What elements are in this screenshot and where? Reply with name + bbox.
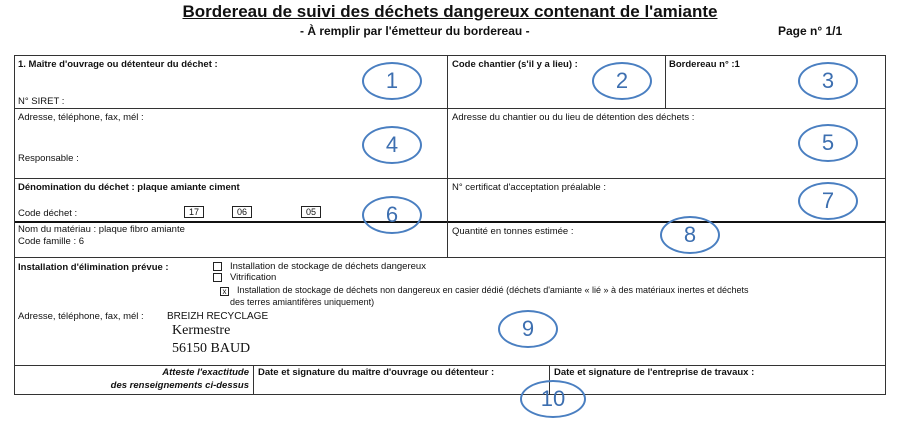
option-non-hazardous-storage: Installation de stockage de déchets non dangereux en casier dédié (déchets d'amiante « lié » à des matériaux inertes et déchets xyxy=(237,285,749,295)
family-code-label: Code famille : 6 xyxy=(18,236,85,247)
option-vitrification: Vitrification xyxy=(230,272,277,283)
attestation-line-1: Atteste l'exactitude xyxy=(162,367,249,378)
attestation-line-2: des renseignements ci-dessus xyxy=(110,380,249,391)
eliminator-contact-label: Adresse, téléphone, fax, mél : xyxy=(18,311,144,322)
callout-1: 1 xyxy=(362,62,422,100)
document-subtitle: - À remplir par l'émetteur du bordereau - xyxy=(300,24,530,38)
eliminator-address-line2: Kermestre xyxy=(172,323,231,338)
waste-denomination-label: Dénomination du déchet : plaque amiante ciment xyxy=(18,182,240,193)
row-divider-2 xyxy=(14,178,886,179)
checkbox-vitrification[interactable] xyxy=(213,273,222,282)
col-divider-main xyxy=(447,55,448,258)
waste-code-label: Code déchet : xyxy=(18,208,78,219)
callout-5: 5 xyxy=(798,124,858,162)
checkbox-hazardous-storage[interactable] xyxy=(213,262,222,271)
frame-right xyxy=(885,55,886,395)
row-divider-4 xyxy=(14,257,886,258)
owner-signature-label: Date et signature du maître d'ouvrage ou détenteur : xyxy=(258,367,495,378)
bordereau-number-label: Bordereau n° :1 xyxy=(669,59,740,70)
callout-9: 9 xyxy=(498,310,558,348)
frame-left xyxy=(14,55,15,395)
row-divider-3 xyxy=(14,221,886,223)
responsable-label: Responsable : xyxy=(18,153,79,164)
waste-code-box-1: 17 xyxy=(184,206,204,218)
certificate-label: N° certificat d'acceptation préalable : xyxy=(452,182,606,193)
callout-3: 3 xyxy=(798,62,858,100)
option-hazardous-storage: Installation de stockage de déchets dangereux xyxy=(230,261,426,272)
eliminator-address-line3: 56150 BAUD xyxy=(172,341,251,356)
eliminator-name: BREIZH RECYCLAGE xyxy=(167,311,269,322)
document-title: Bordereau de suivi des déchets dangereux contenant de l'amiante xyxy=(182,2,718,21)
row-divider-5 xyxy=(14,365,886,366)
site-address-label: Adresse du chantier ou du lieu de détention des déchets : xyxy=(452,112,695,123)
company-signature-label: Date et signature de l'entreprise de travaux : xyxy=(554,367,755,378)
callout-7: 7 xyxy=(798,182,858,220)
owner-section-label: 1. Maître d'ouvrage ou détenteur du déchet : xyxy=(18,59,218,70)
row-divider-1 xyxy=(14,108,886,109)
frame-top xyxy=(14,55,886,56)
callout-2: 2 xyxy=(592,62,652,100)
checkbox-non-hazardous-storage[interactable]: x xyxy=(220,287,229,296)
installation-label: Installation d'élimination prévue : xyxy=(18,262,169,273)
waste-code-box-2: 06 xyxy=(232,206,252,218)
material-name-label: Nom du matériau : plaque fibro amiante xyxy=(18,224,185,235)
callout-6: 6 xyxy=(362,196,422,234)
siret-label: N° SIRET : xyxy=(18,96,65,107)
option-non-hazardous-storage-cont: des terres amiantifères uniquement) xyxy=(230,297,375,307)
callout-8: 8 xyxy=(660,216,720,254)
frame-bottom xyxy=(14,394,886,395)
col-divider-footer-1 xyxy=(253,365,254,395)
col-divider-bordereau xyxy=(665,55,666,109)
code-chantier-label: Code chantier (s'il y a lieu) : xyxy=(452,59,578,70)
callout-4: 4 xyxy=(362,126,422,164)
estimated-quantity-label: Quantité en tonnes estimée : xyxy=(452,226,574,237)
waste-code-box-3: 05 xyxy=(301,206,321,218)
callout-10: 10 xyxy=(520,380,586,418)
page-number: Page n° 1/1 xyxy=(778,24,843,38)
owner-contact-label: Adresse, téléphone, fax, mél : xyxy=(18,112,144,123)
